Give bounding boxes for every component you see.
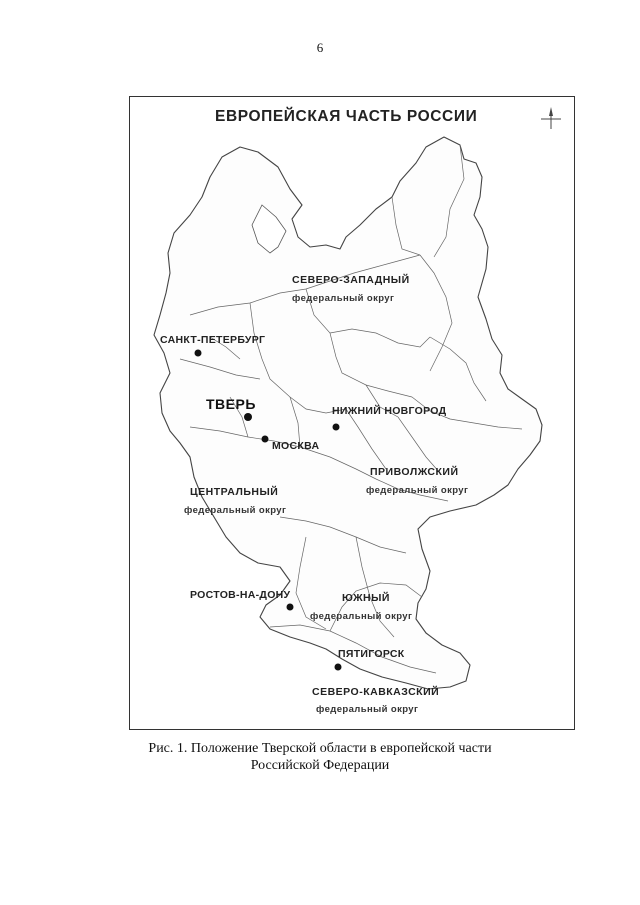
page-number: 6: [316, 40, 324, 55]
district-south-name: ЮЖНЫЙ: [342, 592, 390, 604]
district-north-caucasus-name: СЕВЕРО-КАВКАЗСКИЙ: [312, 686, 440, 698]
city-dot-tver: [244, 413, 252, 421]
map-svg: [130, 97, 576, 731]
city-dot-rostov: [287, 604, 294, 611]
district-north-caucasus-sub: федеральный округ: [316, 704, 419, 715]
district-central-sub: федеральный округ: [184, 505, 287, 516]
city-label-saint-petersburg: САНКТ-ПЕТЕРБУРГ: [160, 334, 266, 346]
caption-line-2: Российской Федерации: [250, 758, 390, 773]
district-volga-sub: федеральный округ: [366, 485, 469, 496]
compass-icon: [541, 107, 561, 129]
district-northwest-sub: федеральный округ: [292, 293, 395, 304]
district-central-name: ЦЕНТРАЛЬНЫЙ: [190, 486, 279, 498]
city-label-rostov: РОСТОВ-НА-ДОНУ: [190, 589, 291, 601]
city-dot-saint-petersburg: [195, 350, 202, 357]
city-label-moscow: МОСКВА: [272, 440, 320, 452]
figure-caption: [0, 740, 640, 774]
map-title: ЕВРОПЕЙСКАЯ ЧАСТЬ РОССИИ: [215, 108, 478, 125]
caption-line-1: Рис. 1. Положение Тверской области в европейской части: [148, 741, 492, 756]
city-dot-moscow: [262, 436, 269, 443]
district-volga-name: ПРИВОЛЖСКИЙ: [370, 466, 459, 478]
map-figure: [129, 96, 575, 730]
city-dot-pyatigorsk: [335, 664, 342, 671]
city-label-pyatigorsk: ПЯТИГОРСК: [338, 648, 405, 660]
city-dot-nizhny-novgorod: [333, 424, 340, 431]
district-south-sub: федеральный округ: [310, 611, 413, 622]
district-northwest-name: СЕВЕРО-ЗАПАДНЫЙ: [292, 274, 410, 286]
city-label-nizhny-novgorod: НИЖНИЙ НОВГОРОД: [332, 405, 447, 417]
city-label-tver: ТВЕРЬ: [206, 396, 256, 412]
